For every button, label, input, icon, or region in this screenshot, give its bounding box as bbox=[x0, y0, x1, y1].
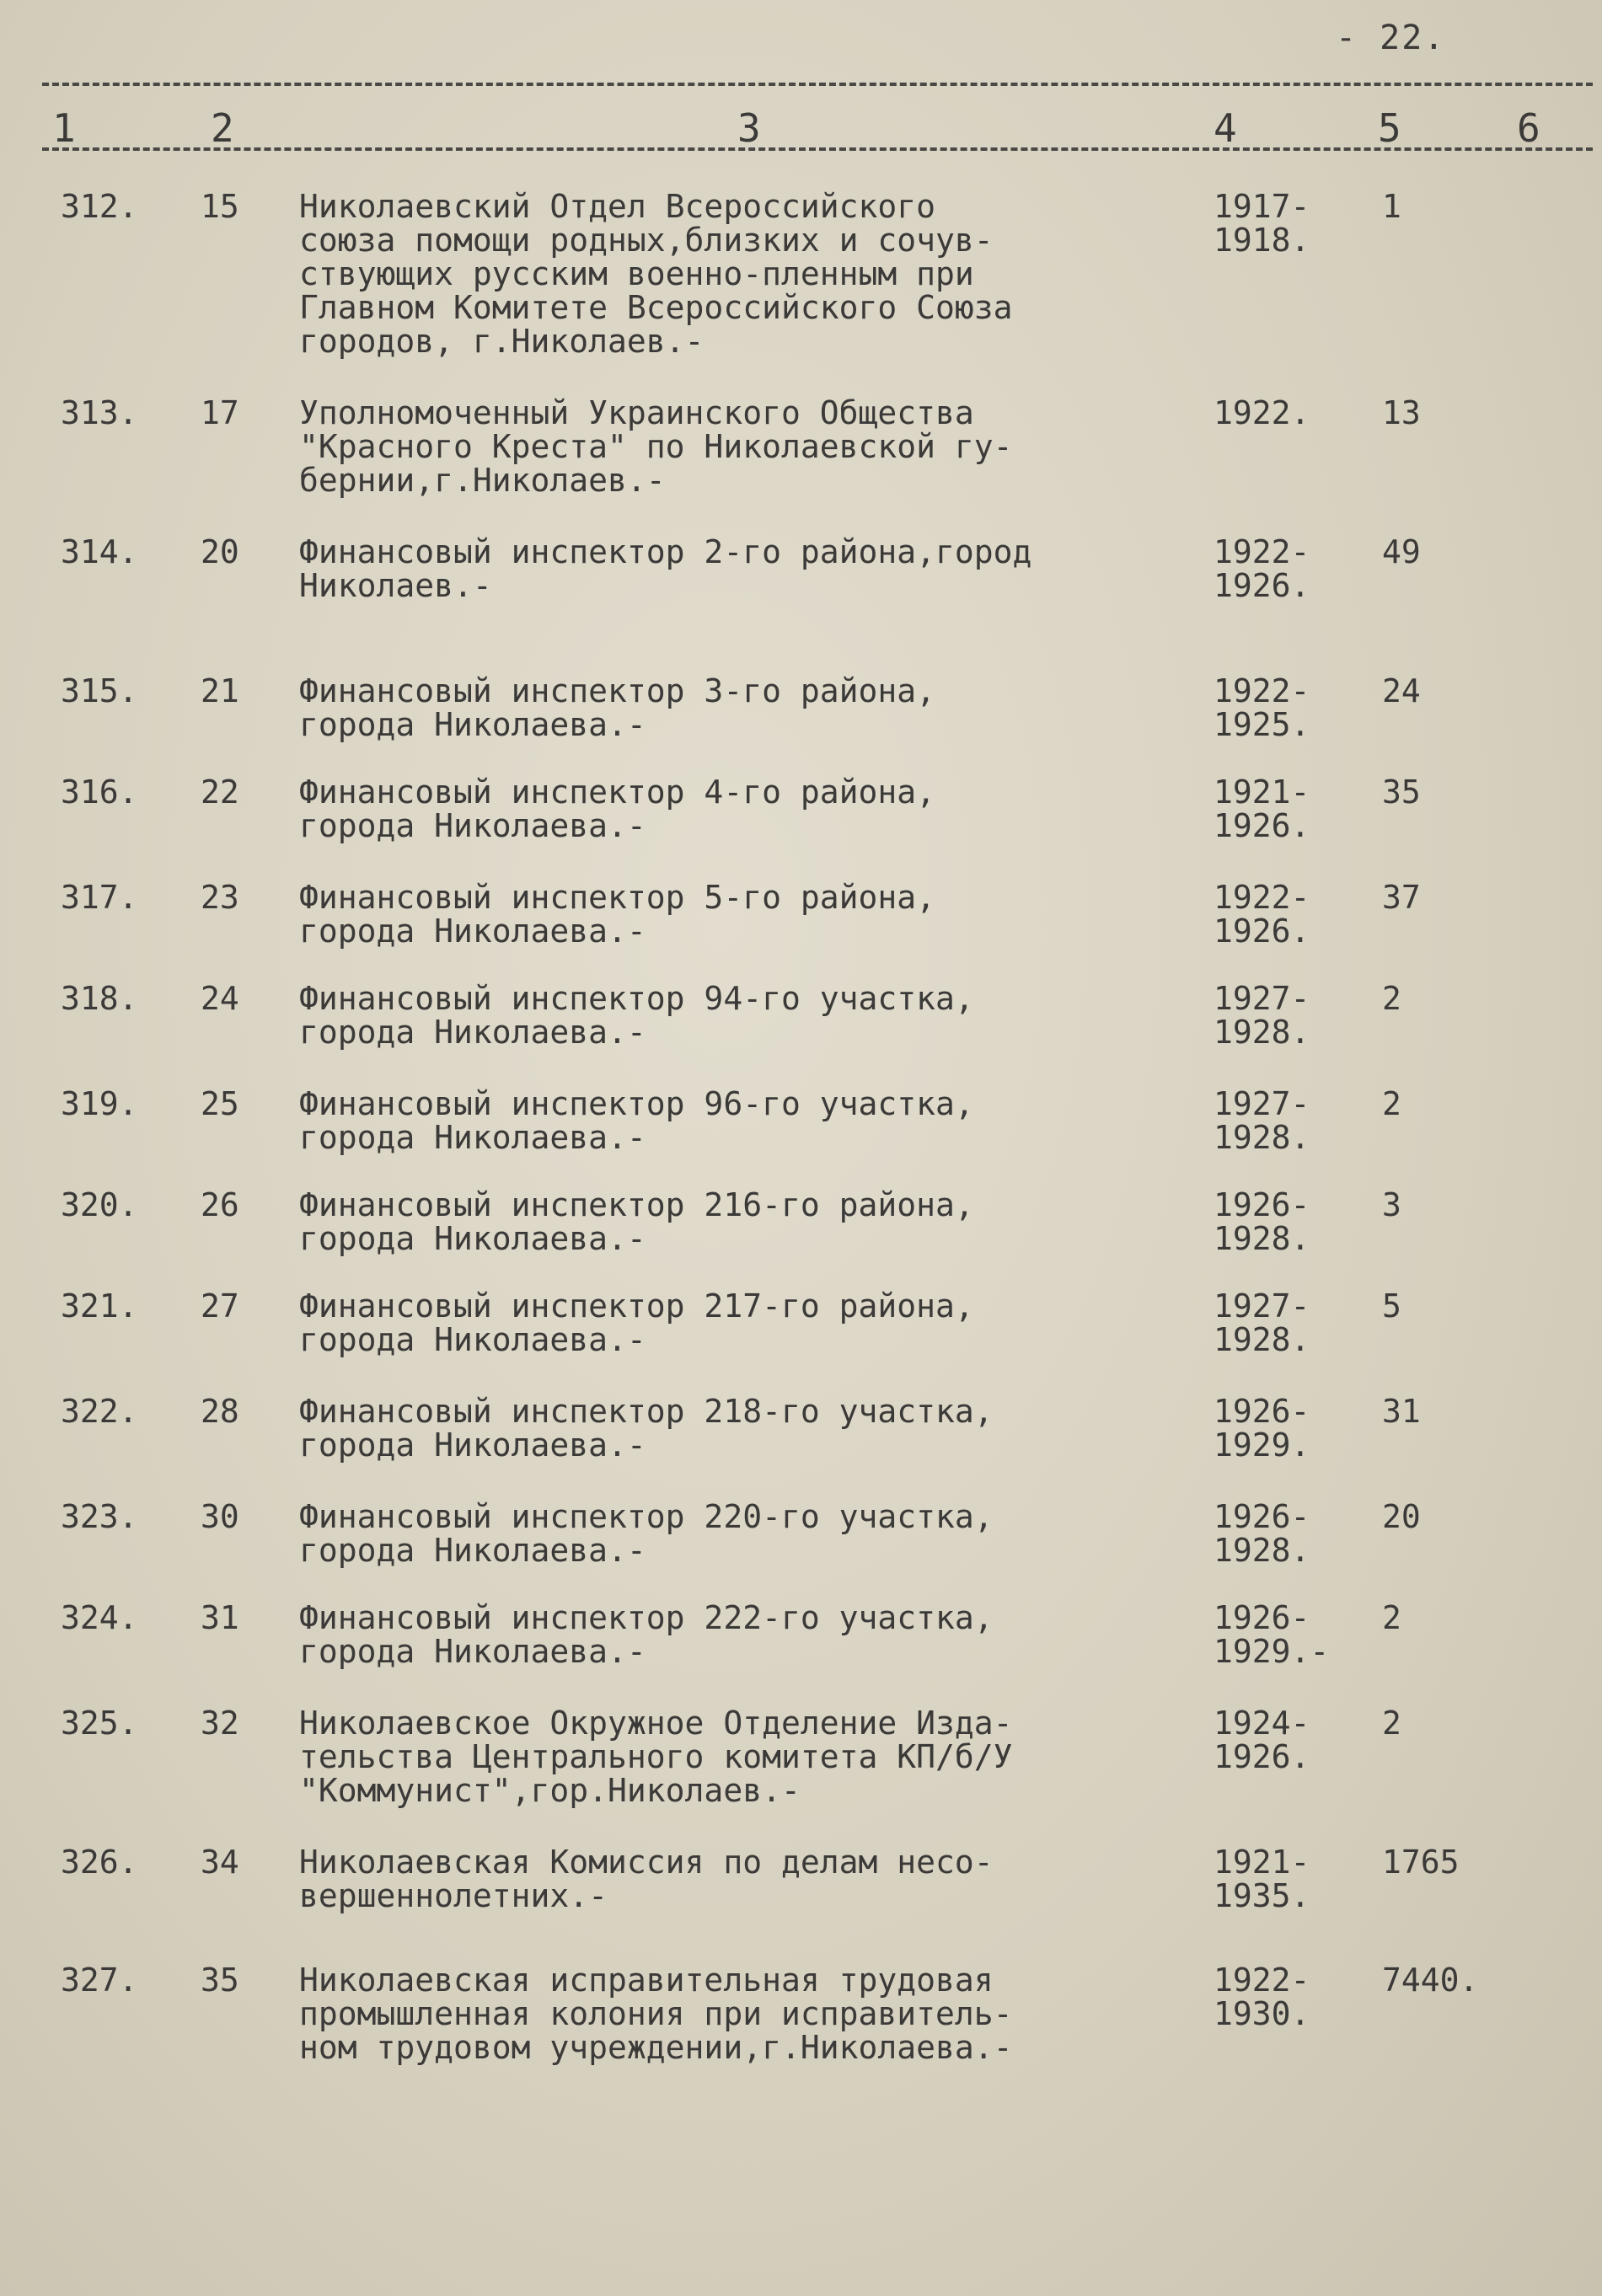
record-title bbox=[299, 190, 1192, 358]
record-count: 1765 bbox=[1382, 1844, 1460, 1881]
fund-number: 28 bbox=[201, 1393, 239, 1430]
record-date-line: 1917- bbox=[1214, 188, 1310, 225]
record-title bbox=[299, 1188, 1192, 1255]
record-date-line: 1926. bbox=[1214, 913, 1310, 950]
record-count: 35 bbox=[1382, 773, 1421, 811]
record-date-line: 1922- bbox=[1214, 1962, 1310, 1999]
record-count: 13 bbox=[1382, 394, 1421, 431]
column-header-1: 1 bbox=[52, 105, 76, 151]
record-date-line: 1927- bbox=[1214, 980, 1310, 1017]
record-date-line: 1926. bbox=[1214, 807, 1310, 844]
record-number: 317. bbox=[61, 879, 138, 916]
record-title bbox=[299, 1394, 1192, 1462]
record-date-line: 1928. bbox=[1214, 1321, 1310, 1358]
record-title-line: Николаевский Отдел Всероссийского bbox=[299, 188, 935, 225]
record-count: 2 bbox=[1382, 1085, 1401, 1122]
record-title-line: "Красного Креста" по Николаевской гу- bbox=[299, 428, 1013, 465]
top-dashed-line bbox=[42, 83, 1593, 86]
record-dates bbox=[1214, 1188, 1310, 1255]
record-count: 31 bbox=[1382, 1393, 1421, 1430]
record-title-line: Николаев.- bbox=[299, 567, 492, 604]
record-title bbox=[299, 396, 1192, 497]
record-dates bbox=[1214, 1394, 1310, 1462]
record-title-line: города Николаева.- bbox=[299, 1119, 646, 1156]
record-number: 326. bbox=[61, 1844, 138, 1881]
fund-number: 22 bbox=[201, 773, 239, 811]
fund-number: 34 bbox=[201, 1844, 239, 1881]
fund-number: 15 bbox=[201, 188, 239, 225]
fund-number: 17 bbox=[201, 394, 239, 431]
record-date-line: 1926- bbox=[1214, 1186, 1310, 1223]
record-count: 2 bbox=[1382, 1599, 1401, 1636]
record-title-line: Финансовый инспектор 218-го участка, bbox=[299, 1393, 994, 1430]
record-number: 320. bbox=[61, 1186, 138, 1223]
fund-number: 21 bbox=[201, 672, 239, 709]
record-date-line: 1926- bbox=[1214, 1599, 1310, 1636]
record-date-line: 1926. bbox=[1214, 567, 1310, 604]
record-date-line: 1926- bbox=[1214, 1393, 1310, 1430]
record-count: 3 bbox=[1382, 1186, 1401, 1223]
record-count: 1 bbox=[1382, 188, 1401, 225]
record-title-line: Николаевское Окружное Отделение Изда- bbox=[299, 1705, 1013, 1742]
record-number: 313. bbox=[61, 394, 138, 431]
fund-number: 35 bbox=[201, 1962, 239, 1999]
record-title-line: Финансовый инспектор 3-го района, bbox=[299, 672, 935, 709]
record-dates bbox=[1214, 775, 1310, 843]
fund-number: 32 bbox=[201, 1705, 239, 1742]
record-title-line: "Коммунист",гор.Николаев.- bbox=[299, 1772, 801, 1809]
record-dates bbox=[1214, 1963, 1310, 2031]
record-date-line: 1929.- bbox=[1214, 1633, 1330, 1670]
record-title-line: города Николаева.- bbox=[299, 1426, 646, 1464]
column-header-5: 5 bbox=[1378, 105, 1401, 151]
record-dates bbox=[1214, 674, 1310, 741]
record-title-line: города Николаева.- bbox=[299, 1321, 646, 1358]
record-title-line: Уполномоченный Украинского Общества bbox=[299, 394, 974, 431]
record-title bbox=[299, 535, 1192, 602]
fund-number: 24 bbox=[201, 980, 239, 1017]
record-title-line: Николаевская Комиссия по делам несо- bbox=[299, 1844, 994, 1881]
fund-number: 31 bbox=[201, 1599, 239, 1636]
fund-number: 30 bbox=[201, 1498, 239, 1535]
record-title-line: бернии,г.Николаев.- bbox=[299, 462, 666, 499]
record-title bbox=[299, 775, 1192, 843]
record-dates bbox=[1214, 1289, 1310, 1357]
record-number: 312. bbox=[61, 188, 138, 225]
record-date-line: 1927- bbox=[1214, 1085, 1310, 1122]
record-number: 323. bbox=[61, 1498, 138, 1535]
record-date-line: 1928. bbox=[1214, 1014, 1310, 1051]
record-title-line: Николаевская исправительная трудовая bbox=[299, 1962, 994, 1999]
record-title-line: города Николаева.- bbox=[299, 1532, 646, 1569]
record-dates bbox=[1214, 1845, 1310, 1913]
record-title-line: тельства Центрального комитета КП/б/У bbox=[299, 1738, 1013, 1775]
record-title bbox=[299, 1845, 1192, 1913]
record-number: 327. bbox=[61, 1962, 138, 1999]
record-title-line: Финансовый инспектор 216-го района, bbox=[299, 1186, 974, 1223]
record-title bbox=[299, 1500, 1192, 1567]
record-count: 49 bbox=[1382, 533, 1421, 570]
fund-number: 25 bbox=[201, 1085, 239, 1122]
record-date-line: 1935. bbox=[1214, 1877, 1310, 1914]
record-date-line: 1921- bbox=[1214, 773, 1310, 811]
column-header-4: 4 bbox=[1214, 105, 1237, 151]
record-title bbox=[299, 1601, 1192, 1668]
record-title-line: города Николаева.- bbox=[299, 913, 646, 950]
column-header-3: 3 bbox=[737, 105, 761, 151]
record-number: 315. bbox=[61, 672, 138, 709]
record-dates bbox=[1214, 1601, 1329, 1668]
record-number: 321. bbox=[61, 1287, 138, 1325]
record-title-line: города Николаева.- bbox=[299, 1633, 646, 1670]
record-number: 322. bbox=[61, 1393, 138, 1430]
fund-number: 23 bbox=[201, 879, 239, 916]
record-date-line: 1921- bbox=[1214, 1844, 1310, 1881]
record-title-line: промышленная колония при исправитель- bbox=[299, 1995, 1013, 2032]
record-title bbox=[299, 982, 1192, 1049]
record-title-line: Финансовый инспектор 4-го района, bbox=[299, 773, 935, 811]
record-date-line: 1926. bbox=[1214, 1738, 1310, 1775]
record-title-line: Финансовый инспектор 2-го района,город bbox=[299, 533, 1032, 570]
record-count: 20 bbox=[1382, 1498, 1421, 1535]
record-date-line: 1930. bbox=[1214, 1995, 1310, 2032]
record-date-line: 1922. bbox=[1214, 394, 1310, 431]
record-title-line: Финансовый инспектор 217-го района, bbox=[299, 1287, 974, 1325]
record-title-line: союза помощи родных,близких и сочув- bbox=[299, 222, 994, 259]
record-count: 37 bbox=[1382, 879, 1421, 916]
record-dates bbox=[1214, 1087, 1310, 1154]
record-date-line: 1928. bbox=[1214, 1532, 1310, 1569]
record-dates bbox=[1214, 190, 1310, 257]
header-dashed-line bbox=[42, 147, 1593, 151]
record-dates bbox=[1214, 535, 1310, 602]
record-title-line: вершеннолетних.- bbox=[299, 1877, 608, 1914]
record-title bbox=[299, 1087, 1192, 1154]
record-date-line: 1918. bbox=[1214, 222, 1310, 259]
column-header-6: 6 bbox=[1517, 105, 1540, 151]
record-number: 316. bbox=[61, 773, 138, 811]
fund-number: 27 bbox=[201, 1287, 239, 1325]
record-number: 318. bbox=[61, 980, 138, 1017]
record-number: 319. bbox=[61, 1085, 138, 1122]
record-dates bbox=[1214, 880, 1310, 948]
record-dates bbox=[1214, 1706, 1310, 1774]
record-dates bbox=[1214, 982, 1310, 1049]
record-number: 324. bbox=[61, 1599, 138, 1636]
record-dates bbox=[1214, 396, 1310, 430]
record-count: 7440. bbox=[1382, 1962, 1479, 1999]
record-title-line: Финансовый инспектор 5-го района, bbox=[299, 879, 935, 916]
record-title-line: Финансовый инспектор 222-го участка, bbox=[299, 1599, 994, 1636]
record-title-line: городов, г.Николаев.- bbox=[299, 323, 705, 360]
record-date-line: 1928. bbox=[1214, 1220, 1310, 1257]
record-title bbox=[299, 674, 1192, 741]
record-title-line: города Николаева.- bbox=[299, 1014, 646, 1051]
record-dates bbox=[1214, 1500, 1310, 1567]
fund-number: 26 bbox=[201, 1186, 239, 1223]
record-date-line: 1929. bbox=[1214, 1426, 1310, 1464]
record-date-line: 1927- bbox=[1214, 1287, 1310, 1325]
record-title-line: города Николаева.- bbox=[299, 1220, 646, 1257]
record-title-line: города Николаева.- bbox=[299, 807, 646, 844]
record-count: 5 bbox=[1382, 1287, 1401, 1325]
record-title bbox=[299, 880, 1192, 948]
record-number: 314. bbox=[61, 533, 138, 570]
record-date-line: 1922- bbox=[1214, 533, 1310, 570]
record-date-line: 1922- bbox=[1214, 879, 1310, 916]
record-title bbox=[299, 1963, 1192, 2064]
record-date-line: 1926- bbox=[1214, 1498, 1310, 1535]
page-number: - 22. bbox=[1336, 19, 1446, 57]
record-date-line: 1922- bbox=[1214, 672, 1310, 709]
record-count: 24 bbox=[1382, 672, 1421, 709]
fund-number: 20 bbox=[201, 533, 239, 570]
record-title-line: ствующих русским военно-пленным при bbox=[299, 255, 974, 292]
record-date-line: 1928. bbox=[1214, 1119, 1310, 1156]
record-date-line: 1925. bbox=[1214, 706, 1310, 743]
record-date-line: 1924- bbox=[1214, 1705, 1310, 1742]
record-title-line: Главном Комитете Всероссийского Союза bbox=[299, 289, 1013, 326]
record-title bbox=[299, 1706, 1192, 1807]
column-header-2: 2 bbox=[211, 105, 234, 151]
record-title-line: Финансовый инспектор 96-го участка, bbox=[299, 1085, 974, 1122]
record-count: 2 bbox=[1382, 1705, 1401, 1742]
record-title bbox=[299, 1289, 1192, 1357]
record-title-line: города Николаева.- bbox=[299, 706, 646, 743]
record-number: 325. bbox=[61, 1705, 138, 1742]
record-count: 2 bbox=[1382, 980, 1401, 1017]
record-title-line: Финансовый инспектор 94-го участка, bbox=[299, 980, 974, 1017]
record-title-line: Финансовый инспектор 220-го участка, bbox=[299, 1498, 994, 1535]
record-title-line: ном трудовом учреждении,г.Николаева.- bbox=[299, 2029, 1013, 2066]
